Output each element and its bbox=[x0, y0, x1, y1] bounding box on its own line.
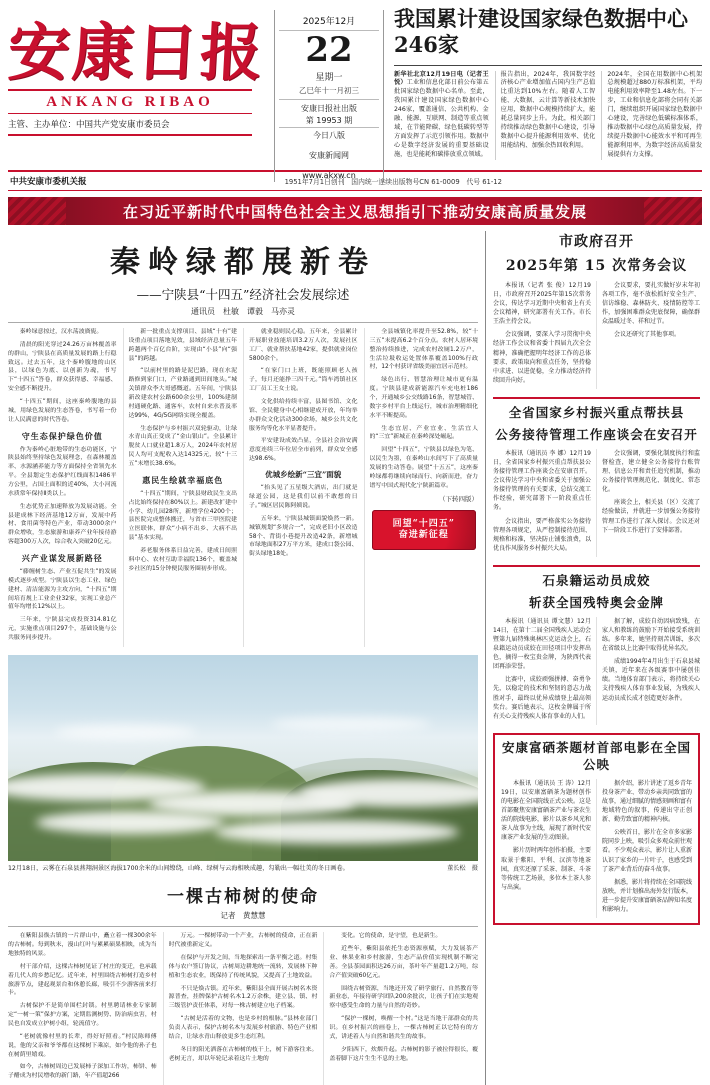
lead-article-title[interactable]: 秦岭绿都展新卷 bbox=[110, 245, 376, 280]
right-news-1-col-2 bbox=[596, 281, 700, 389]
paragraph: 养老服务体系日益完善，建成日间照料中心、农村互助幸福院136个，覆盖城乡社区的15分钟便民服务圈初步形成。 bbox=[128, 548, 237, 572]
masthead-logo-block bbox=[8, 6, 270, 136]
paragraph: “十四五”期间，这座秦岭腹地的县城，用绿色发展的生态答卷，书写着一份让人民满意的时代答卷。 bbox=[8, 399, 117, 423]
theme-banner-text: 在习近平新时代中国特色社会主义思想指引下推动安康高质量发展 bbox=[122, 202, 587, 221]
boxed-news-title[interactable]: 安康富硒茶题材首部电影在全国公映 bbox=[501, 739, 691, 772]
lead-article-subtitle: ——宁陕县“十四五”经济社会发展综述 bbox=[136, 287, 350, 302]
article2-columns bbox=[8, 932, 478, 1085]
article2-col-1 bbox=[8, 932, 157, 1085]
paragraph: 三年来，宁陕县完成投资314.81亿元，实施重点项目297个，基础设施与公共服务同步提升。 bbox=[8, 617, 117, 642]
masthead-top-story bbox=[390, 6, 702, 160]
website-url[interactable]: www.akxw.cn bbox=[302, 170, 356, 180]
boxed-news-col-2 bbox=[596, 779, 692, 919]
article2-col-2 bbox=[163, 932, 318, 1085]
lead-article-columns bbox=[8, 328, 478, 647]
paragraph: 在紫阳县焕古镇的一片群山中，矗立着一棵300余年的古柿树。每到秋末，漫山红叶与累累硕果相映，成为当地独特的风景。 bbox=[8, 933, 157, 957]
article2-byline: 记者 黄慧慧 bbox=[220, 911, 266, 921]
right-news-2 bbox=[493, 405, 700, 557]
paragraph: 座谈会上，相关县（区）交流了经验做法，并就进一步加强公务接待管理工作进行了深入探讨。会议还对下一阶段工作进行了安排部署。 bbox=[602, 499, 700, 534]
license-info: 1951年7月1日创刊 国内统一连续出版物号CN 61-0009 代号 61-12 bbox=[284, 178, 502, 186]
newspaper-title-pinyin: ANKANG RIBAO bbox=[8, 89, 252, 114]
top-story-dateline: 新华社北京12月19日电（记者王悦） bbox=[394, 70, 489, 87]
top-story-col-3 bbox=[601, 71, 702, 161]
paragraph: “古树是活着的文物，也是乡村的根脉。”县林业部门负责人表示，保护古树名木与发展乡村旅游、特色产业相结合，让绿水青山释放更多生态红利。 bbox=[168, 1016, 318, 1040]
paragraph: 清晨的阳光穿过24.26万亩林覆盖率的群山，宁陕县在高质量发展的路上行稳致远。过去五年，这个秦岭腹地的山区县，以绿色为底、以创新为魂，书写下“十四五”答卷，群众获得感、幸福感、安全感不断提升。 bbox=[8, 341, 117, 393]
newspaper-title-cn: 安康日报 bbox=[6, 16, 266, 89]
lead-article-byline: 通讯员 杜敏 谭毅 马亦灵 bbox=[191, 307, 295, 316]
paragraph: 成绩1994年4月出生于石泉县城关镇，近年来在各级赛事中屡创佳绩。当地体育部门表示，将持续关心支持残疾人体育事业发展，为残疾人运动员成长成才创造更好条件。 bbox=[602, 658, 700, 702]
paragraph: 围绕古树资源，当地还开发了研学旅行、自然教育等新业态，年接待研学团队200余批次，让孩子们在实地观察中感受生命的力量与自然的奇妙。 bbox=[329, 985, 479, 1010]
paragraph: 会议强调，要深入学习贯彻中央经济工作会议和省委十四届九次全会精神，准确把握明年经济工作的总体要求、政策取向和重点任务，坚持稳中求进、以进促稳，全力推动经济持续回升向好。 bbox=[493, 331, 591, 384]
scenery-photo bbox=[8, 655, 478, 861]
paragraph: “藤缠树生态、产业互促共生”的发展模式逐步成型。宁陕县以生态工业、绿色建材、清洁能源为主攻方向，“十四五”期间培育规上工业企业32家，实现工业总产值年均增长12%以上。 bbox=[8, 569, 117, 611]
lead-col-1 bbox=[8, 328, 117, 647]
date-lunar: 乙巳年十一月初三 bbox=[299, 85, 359, 95]
paragraph: 回望“十四五”，宁陕县以绿色为笔、以民生为墨，在秦岭山水间写下了高质量发展的生动答卷。展望“十五五”，这座秦岭绿都将继续向绿而行、向新而进，奋力谱写中国式现代化宁陕新篇章。 bbox=[369, 447, 478, 489]
article2-title[interactable]: 一棵古柿树的使命 bbox=[167, 887, 319, 908]
paragraph: 冬日的阳光洒落在古柿树的枝干上，树下游客往来。老树无言，却以年轮记录着这片土地的 bbox=[168, 1046, 318, 1062]
paragraph: 本报讯（记者 张 俊）12月19日，市政府召开2025年第15次常务会议，传达学习近期中央和省上有关会议精神，研究部署有关工作。市长王浩主持会议。 bbox=[493, 281, 591, 326]
paragraph: “在家门口上班，既能照顾老人孩子，每月还能挣三四千元。”筒车湾镇社区工厂员工王女士说。 bbox=[249, 368, 358, 393]
lead-col-2 bbox=[123, 328, 238, 647]
paragraph: 会议要求，要扎实做好岁末年初各项工作，毫不放松抓好安全生产、信访维稳、森林防火、疫情防控等工作，加强困难群众兜底保障，确保群众温暖过冬、祥和过节。 bbox=[602, 281, 700, 326]
paragraph: 生态保护与乡村振兴双轮驱动，让绿水青山真正变成了“金山银山”。全县累计脱贫人口就业超1.8万人，2024年农村居民人均可支配收入达14325元，较“十三五”末增长38.6%。 bbox=[128, 425, 237, 468]
date-weekday: 星期一 bbox=[315, 72, 343, 83]
paragraph: 全县城镇化率提升至52.8%，较“十三五”末提高6.2个百分点。农村人居环境整治持续推进，完成农村改厕1.2万户，生活垃圾收运处置体系覆盖100%行政村，12个村获评省级美丽宜居示范村。 bbox=[369, 329, 478, 371]
seal-line-2: 奋进新征程 bbox=[398, 530, 449, 541]
paragraph: 会议强调，要强化制度执行和监督检查，建立健全公务接待台账管理、信息公开和责任追究机制，推动公务接待管理规范化、制度化、常态化。 bbox=[602, 449, 700, 494]
right-news-1-col-1 bbox=[493, 281, 591, 389]
date-divider-1 bbox=[279, 99, 379, 100]
lead-subhead-2: 兴产业谋发展新路径 bbox=[21, 553, 103, 564]
issue-number: 第 19953 期 bbox=[305, 115, 353, 125]
paragraph: 古树保护不是简单围栏封锁。村里聘请林业专家制定“一树一策”保护方案，定期监测树势、防治病虫害，村民也自发成立护树小组，轮流值守。 bbox=[8, 1003, 157, 1027]
right-boxed-news bbox=[493, 733, 700, 925]
right-news-3-col-1 bbox=[493, 617, 591, 725]
paragraph: 据介绍，影片讲述了返乡青年投身茶产业、带动乡亲共同致富的故事，通过细腻的情感刻画和富有地域特色的叙事，传递出守正创新、勤劳致富的精神内核。 bbox=[602, 779, 693, 824]
seal-line-1: 回望“十四五” bbox=[392, 519, 455, 530]
right-news-3-col-2 bbox=[596, 617, 700, 725]
right-zone bbox=[485, 231, 700, 1085]
date-day: 22 bbox=[305, 30, 353, 70]
right-news-3-title-line1[interactable]: 石泉籍运动员成姣 bbox=[542, 572, 651, 588]
right-news-1 bbox=[493, 233, 700, 389]
paragraph: 据悉，影片将持续在全国院线放映，并计划推出海外发行版本，进一步提升安康富硒茶品牌知名度和影响力。 bbox=[602, 878, 693, 914]
right-divider-2 bbox=[493, 565, 700, 567]
paragraph: 新一批重点支撑项目、县域“十有”建设重点项目落地见效，县域经济总量五年跨越两个百亿台阶，实现由“小县”向“强县”的跨越。 bbox=[128, 329, 237, 362]
top-story-text-3: 2024年，全国在用数据中心机架总规模超过880万标准机架，平均电能利用效率降至1.48左右。下一步，工业和信息化部将会同有关部门，继续组织开展国家绿色数据中心建设，完善绿色低碳标准体系，推动数据中心绿色高质量发展，持续提升数据中心能效水平和可再生能源利用率，为数字经济高质量发展提供有力支撑。 bbox=[607, 70, 703, 159]
logo-divider bbox=[8, 134, 252, 136]
photo-credit: 董长松 摄 bbox=[447, 864, 478, 872]
paragraph: 夕阳西下，炊烟升起。古柿树的影子被拉得很长，覆盖着脚下这片生生不息的土地。 bbox=[329, 1046, 479, 1062]
paragraph: 在保护与开发之间，当地探索出一条平衡之道。村集体与农户签订协议，古树周边耕地统一流转，发展林下种植和生态农业，既保持了传统风貌，又提高了土地效益。 bbox=[168, 954, 318, 979]
masthead bbox=[6, 6, 703, 180]
lead-subhead-3: 惠民生绘就幸福底色 bbox=[142, 474, 224, 485]
boxed-news-col-1 bbox=[501, 779, 591, 919]
date-year-month: 2025年12月 bbox=[279, 14, 379, 31]
right-news-3 bbox=[493, 573, 700, 725]
paper-identity: 中共安康市委机关报 bbox=[10, 177, 87, 187]
right-news-3-title-line2[interactable]: 斩获全国残特奥会金牌 bbox=[528, 594, 664, 610]
top-story-text-1: 工业和信息化部日前公布第五批国家绿色数据中心名单。至此，我国累计建设国家绿色数据中心246家，覆盖通信、公共机构、金融、能源、互联网、制造等重点领域，在节能降碳、绿色低碳转型等方面发挥了示范引领作用。数据中心是数字经济发展的重要基础设施，也是能耗和碳排放重点领域。 bbox=[394, 79, 489, 159]
article2-col-3 bbox=[323, 932, 478, 1085]
top-story-col-2 bbox=[495, 71, 596, 161]
paragraph: 秦岭绿意掠过，汉水荡波旖旎。 bbox=[19, 329, 103, 335]
paragraph: 比赛中，成姣顽强拼搏、奋勇争先，以稳定的技术和坚韧的意志力战胜对手，最终以优异成绩登上最高领奖台。赛后她表示，这枚金牌属于所有关心支持残疾人体育事业的人们。 bbox=[493, 676, 591, 720]
paragraph: “十四五”期间，宁陕县财政民生支出占比始终保持在80%以上。新建改扩建中小学、幼儿园28所，新增学位4200个；县医院完成整体搬迁，与省市三甲医院建立医联体，群众“小病不出乡、大病不出县”基本实现。 bbox=[128, 490, 237, 542]
paragraph: “老树就像村里的长辈，得好好照看。”村民陈师傅说，他的父亲和爷爷都在这棵树下乘凉，如今他的孙子也在树荫里嬉戏。 bbox=[8, 1033, 157, 1058]
photo-caption: 12月18日，云雾在石泉县燕翔洞景区海拔1700余米的山间缭绕，山峰、绿树与云海相映成趣，勾勒出一幅壮美的冬日画卷。 bbox=[8, 864, 349, 872]
top-story-col-1 bbox=[394, 71, 489, 161]
paragraph: 村干部介绍，这棵古柿树见证了村庄的变迁，也承载着几代人的乡愁记忆。近年来，村里围绕古柿树打造乡村旅游节点，建起观景台和休憩长廊，吸引不少游客前来打卡。 bbox=[8, 963, 157, 997]
paragraph: 就业稳则民心稳。五年来，全县累计开展职业技能培训3.2万人次，发展社区工厂、就业帮扶基地42家，提供就业岗位5800余个。 bbox=[249, 329, 358, 362]
paragraph: 会议指出，要严格落实公务接待管理各项规定，从严控制接待范围、规格和标准，坚决防止铺张浪费，以优良作风服务乡村振兴大局。 bbox=[493, 517, 591, 552]
masthead-date-block bbox=[274, 10, 384, 182]
right-news-1-title-line2[interactable]: 2025年第 15 次常务会议 bbox=[505, 257, 688, 274]
paragraph: 公映首日，影片在全市多家影院同步上映，吸引众多观众前往观看。不少观众表示，影片让人重新认识了家乡的一片叶子，也感受到了茶产业背后的奋斗故事。 bbox=[602, 829, 693, 873]
lead-col-3 bbox=[243, 328, 358, 647]
paragraph: 平安建设成效凸显，全县社会治安满意度连续三年位居全市前列，群众安全感达98.6%。 bbox=[249, 438, 358, 463]
lead-subhead-4: 优城乡绘新“三宜”面貌 bbox=[265, 470, 342, 480]
paragraph: 作为秦岭心脏地带的生态功能区，宁陕县始终坚持绿色发展理念，在森林覆盖率、水源涵养能力等方面保持全省领先水平。全县划定生态保护红线面积1486平方公里，占国土面积的近40%，大小河流水质常年保持Ⅱ类以上。 bbox=[8, 446, 117, 497]
campaign-seal bbox=[372, 510, 476, 550]
theme-banner bbox=[8, 197, 702, 225]
right-news-2-title-line2[interactable]: 公务接待管理工作座谈会在安召开 bbox=[495, 426, 698, 442]
top-story-text-2: 报告指出，2024年，我国数字经济核心产业增加值占国内生产总值比重达到10%左右。随着人工智能、大数据、云计算等新技术加快应用，数据中心规模持续扩大，能耗总量同步上升。为此，相关部门持续推动绿色数据中心建设，引导数据中心提升能源利用效率、优化用能结构、加强余热回收利用。 bbox=[500, 70, 596, 150]
paragraph: 如今，古柿树周边已发展柿子深加工作坊，柿饼、柿子醋成为村民增收的新门路，年产值超266 bbox=[8, 1064, 157, 1080]
right-news-1-title-line1[interactable]: 市政府召开 bbox=[559, 234, 634, 250]
newspaper-sponsor: 主管、主办单位：中国共产党安康市委员会 bbox=[8, 120, 170, 131]
right-divider-1 bbox=[493, 397, 700, 399]
right-news-2-col-1 bbox=[493, 449, 591, 557]
paragraph: “抬头见了五星级大酒店，出门就是绿道公园，这是我们以前不敢想的日子。”城区居民陈阿姨说。 bbox=[249, 485, 358, 509]
right-news-2-col-2 bbox=[596, 449, 700, 557]
website-label: 安康新闻网 bbox=[309, 150, 349, 160]
paragraph: 生态优势正加速释放为发展动能。全县建成林下经济基地12万亩，发展中药材、食用菌等特色产业，带动3000余户群众增收，生态旅游和康养产业年接待游客超300万人次，综合收入突破20亿元。 bbox=[8, 503, 117, 546]
paragraph: 万元。一棵树带动一个产业，古柿树的使命，正在新时代被重新定义。 bbox=[168, 933, 318, 949]
paragraph: “保护一棵树，唤醒一个村。”这是当地干部群众的共识。在乡村振兴的画卷上，一棵古柿树正以它特有的方式，讲述着人与自然和谐共生的故事。 bbox=[329, 1016, 479, 1040]
paragraph: 不只是焕古镇。近年来，紫阳县全面开展古树名木资源普查，挂牌保护古树名木1.2万余株，建立县、镇、村三级管护责任体系，对每一株古树建立电子档案。 bbox=[168, 985, 318, 1010]
photo-block bbox=[8, 655, 478, 873]
lead-col-4 bbox=[364, 328, 479, 647]
left-zone bbox=[8, 231, 478, 1085]
paragraph: 本报讯（通讯员 王 涛）12月19日，以安康富硒茶为题材创作的电影在全国院线正式公映。这是首部聚焦安康富硒茶产业与茶农生活的院线电影，影片以茶乡风光和茶人故事为主线，展现了新时代安康茶产业发展的生动图景。 bbox=[501, 779, 592, 842]
paragraph: 变化。它的使命，是守望，也是新生。 bbox=[341, 933, 442, 940]
right-news-2-title-line1[interactable]: 全省国家乡村振兴重点帮扶县 bbox=[508, 404, 685, 420]
paragraph: 生态宜居、产业宜业、生活宜人的“三宜”新城正在秦岭深处崛起。 bbox=[369, 425, 478, 441]
paragraph: 文化供给持续丰富，县图书馆、文化馆、全民健身中心相继建成开放，年均举办群众文化活动300余场，城乡公共文化服务均等化水平显著提升。 bbox=[249, 399, 358, 432]
page-count: 今日八版 bbox=[279, 127, 379, 142]
paragraph: 影片历时两年创作拍摄，主要取景于紫阳、平利、汉滨等地茶园，真实还原了采茶、制茶、斗茶等传统工艺场景，多位本土茶人参与出演。 bbox=[501, 847, 592, 891]
paragraph: 据了解，成姣自幼因病致残，在家人和教练的鼓励下开始接受系统训练。多年来，她坚持刻苦训练，多次在省级以上比赛中取得优异名次。 bbox=[602, 617, 700, 653]
paragraph: 会议还研究了其他事项。 bbox=[614, 331, 681, 339]
paragraph: “以前村里的路是泥巴路，现在水泥路修到家门口，产业路通到田间地头。”城关镇群众李大哥感慨道。五年间，宁陕县新改建农村公路600余公里，100%建制村通硬化路、通客车，农村自来水普及率达99%，4G/5G网络实现全覆盖。 bbox=[128, 368, 237, 419]
paragraph: 绿色出行、智慧治理让城市更有温度。宁陕县建成新能源汽车充电桩186个，开通城乡公交线路16条，智慧城管、数字乡村平台上线运行，城市治理精细化水平不断提高。 bbox=[369, 377, 478, 419]
paragraph: 本报讯（通讯员 谭文慧）12月14日，在第十二届全国残疾人运动会暨第九届特殊奥林匹克运动会上，石泉籍运动员成姣在田径项目中发挥出色，摘得一枚宝贵金牌，为陕西代表团再添荣誉。 bbox=[493, 617, 591, 671]
top-story-headline[interactable]: 我国累计建设国家绿色数据中心246家 bbox=[394, 6, 702, 66]
photo-caption-row bbox=[8, 864, 478, 873]
paragraph: 近些年，紫阳县依托生态资源禀赋，大力发展茶产业、林果业和乡村旅游，生态产品价值实现机制不断完善。全县茶园面积达26万亩，茶叶年产量超1.2万吨，综合产值突破60亿元。 bbox=[329, 946, 479, 979]
paragraph: 本报讯（通讯员 李 娜）12月19日，全省国家乡村振兴重点帮扶县公务接待管理工作座谈会在安康召开。会议传达学习中央和省委关于加强公务接待管理的有关要求，总结交流工作经验，研究部署下一阶段重点任务。 bbox=[493, 449, 591, 512]
lead-subhead-1: 守生态保护绿色价值 bbox=[21, 430, 103, 441]
lead-divider bbox=[8, 322, 478, 323]
paragraph: 五年来，宁陕县城镇面貌焕然一新。城镇规划“多规合一”，完成老旧小区改造58个、背街小巷提升改造42条，新增城市绿地面积27万平方米，建成口袋公园、街头绿地18处。 bbox=[249, 515, 358, 558]
publisher-name: 安康日报社出版 bbox=[301, 103, 357, 113]
lead-continued-note: （下转四版） bbox=[439, 494, 478, 503]
article2-divider bbox=[8, 926, 478, 927]
page-body bbox=[8, 231, 702, 1085]
